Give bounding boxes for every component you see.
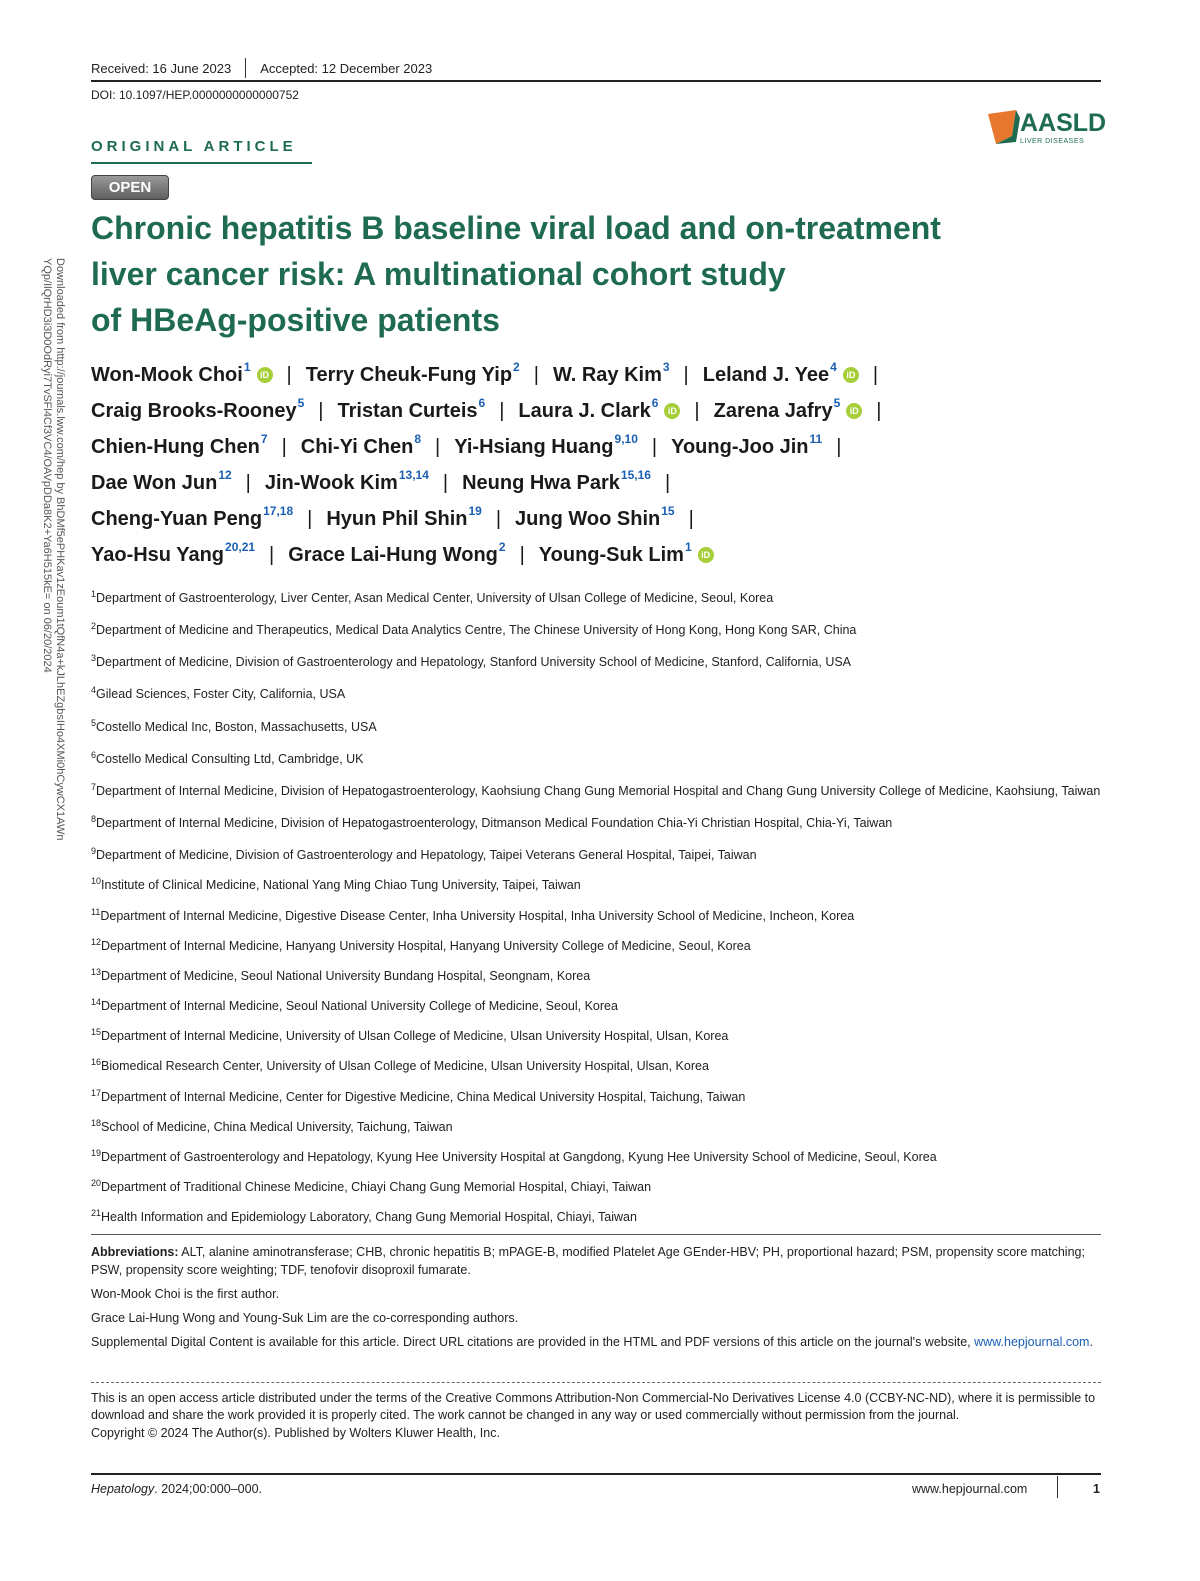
affiliation: $^{10}$Institute of Clinical Medicine, National Yang Ming Chiao Tung University, Taipei, Taiwan — [91, 876, 581, 893]
affiliation: $^{12}$Department of Internal Medicine, Hanyang University Hospital, Hanyang University College of Medicine, Seoul, Korea — [91, 936, 751, 953]
author[interactable]: W. Ray Kim $^3$ — [552, 360, 670, 386]
affiliation: $^{20}$Department of Traditional Chinese Medicine, Chiayi Chang Gung Memorial Hospital, Chiayi, Taiwan — [91, 1177, 652, 1195]
author-separator: | — [683, 364, 689, 386]
author[interactable]: Jin-Wook Kim $^{13,14}$ — [264, 468, 429, 494]
author[interactable]: Chien-Hung Chen $^7$ — [91, 432, 268, 458]
author-line — [91, 429, 1101, 465]
author-separator: | — [499, 400, 505, 422]
footer-separator — [1057, 1476, 1058, 1498]
author-line — [91, 357, 1101, 393]
author[interactable]: Yi-Hsiang Huang $^{9,10}$ — [454, 432, 638, 458]
journal-link[interactable]: www.hepjournal.com — [974, 1335, 1090, 1349]
logo-subtext: LIVER DISEASES — [1020, 138, 1085, 145]
author-separator: | — [872, 364, 879, 386]
corresponding-note: Grace Lai-Hung Wong and Young-Suk Lim are the co-corresponding authors. — [91, 1311, 519, 1325]
affiliation: $^9$Department of Medicine, Division of Gastroenterology and Hepatology, Taipei Veterans General Hospital, Taipei, Taiwan — [91, 846, 757, 863]
affiliation: $^3$Department of Medicine, Division of Gastroenterology and Hepatology, Stanford University School of Medicine, Stanford, California, USA — [91, 653, 852, 670]
page-number: 1 — [1093, 1482, 1100, 1496]
author-separator: | — [269, 544, 275, 566]
title-line: liver cancer risk: A multinational cohort study — [91, 256, 786, 292]
author-separator: | — [519, 544, 525, 566]
affiliation: $^1$Department of Gastroenterology, Liver Center, Asan Medical Center, University of Ulsan College of Medicine, Seoul, Korea — [91, 589, 774, 606]
orcid-icon[interactable]: iD — [846, 403, 862, 419]
author-separator: | — [307, 508, 313, 530]
author-line — [91, 393, 1101, 429]
author-line — [91, 537, 1101, 573]
author[interactable]: Laura J. Clark $^6$ iD — [518, 393, 680, 429]
orcid-icon[interactable]: iD — [698, 547, 714, 563]
watermark-line-2: YQp/IlQrHD3i3D0OdRyi7TvSFl4Cf3VC4/OAVpDDa8K2+Ya6H515kE= on 06/20/2024 — [41, 258, 53, 673]
affiliation: $^4$Gilead Sciences, Foster City, California, USA — [91, 685, 346, 702]
copyright: Copyright © 2024 The Author(s). Published by Wolters Kluwer Health, Inc. — [91, 1426, 500, 1440]
author[interactable]: Hyun Phil Shin $^{19}$ — [326, 504, 482, 530]
article-title — [91, 205, 1101, 343]
footer-citation: Hepatology. 2024;00:000–000. — [91, 1482, 262, 1496]
license-block — [91, 1390, 1106, 1443]
author[interactable]: Tristan Curteis $^6$ — [337, 396, 486, 422]
doi: DOI: 10.1097/HEP.0000000000000752 — [91, 88, 299, 102]
affiliation: $^{16}$Biomedical Research Center, University of Ulsan College of Medicine, Ulsan University Hospital, Ulsan, Korea — [91, 1057, 709, 1074]
author[interactable]: Young-Suk Lim $^1$ iD — [539, 537, 714, 573]
author[interactable]: Won-Mook Choi $^1$ iD — [91, 357, 273, 393]
open-access-badge: OPEN — [91, 175, 169, 200]
affiliation: $^{13}$Department of Medicine, Seoul National University Bundang Hospital, Seongnam, Korea — [91, 966, 591, 984]
title-line: of HBeAg-positive patients — [91, 302, 500, 338]
author[interactable]: Neung Hwa Park $^{15,16}$ — [462, 468, 651, 494]
watermark-line-1: Downloaded from http://journals.lww.com/hep by BhDMf5ePHKav1zEoum1tQfN4a+kJLhEZgbsIHo4XMi0hCywCX1AWn — [54, 258, 66, 841]
affiliation: $^6$Costello Medical Consulting Ltd, Cambridge, UK — [91, 749, 364, 766]
received-date: Received: 16 June 2023 — [91, 60, 232, 76]
article-type-rule — [91, 162, 312, 164]
download-watermark — [38, 258, 66, 1018]
affiliation: $^{17}$Department of Internal Medicine, Center for Digestive Medicine, China Medical University Hospital, Taichung, Taiwan — [91, 1087, 746, 1104]
author-separator: | — [664, 472, 671, 494]
author[interactable]: Grace Lai-Hung Wong $^2$ — [288, 540, 506, 566]
abbreviations: Abbreviations: ALT, alanine aminotransferase; CHB, chronic hepatitis B; mPAGE-B, modified Platelet Age GEnder-HBV; PH, proportional hazard; PSM, propensity score matching; PSW, propensity score weighting; TDF, tenofovir disoproxil fumarate. — [91, 1245, 1085, 1277]
author[interactable]: Dae Won Jun $^{12}$ — [91, 468, 232, 494]
author[interactable]: Leland J. Yee $^4$ iD — [703, 357, 859, 393]
author-separator: | — [286, 364, 292, 386]
notes-rule — [91, 1234, 1101, 1235]
affiliation: $^2$Department of Medicine and Therapeutics, Medical Data Analytics Centre, The Chinese University of Hong Kong, Hong Kong SAR, China — [91, 621, 857, 638]
supplemental-note: Supplemental Digital Content is available for this article. Direct URL citations are provided in the HTML and PDF versions of this article on the journal's website, www.hepjournal.com. — [91, 1335, 1093, 1349]
footer-rule — [91, 1473, 1101, 1475]
title-line: Chronic hepatitis B baseline viral load and on-treatment — [91, 210, 941, 246]
header-separator — [245, 58, 246, 78]
license-text: This is an open access article distributed under the terms of the Creative Commons Attribution-Non Commercial-No Derivatives License 4.0 (CCBY-NC-ND), where it is permissible to download and share the work provided it is properly cited. The work cannot be changed in any way or used commercially without permission from the journal. — [91, 1391, 1096, 1422]
affiliation: $^{14}$Department of Internal Medicine, Seoul National University College of Medicine, Seoul, Korea — [91, 997, 618, 1014]
footnotes — [91, 1243, 1106, 1357]
author-separator: | — [318, 400, 324, 422]
first-author-note: Won-Mook Choi is the first author. — [91, 1287, 280, 1301]
affiliation: $^{11}$Department of Internal Medicine, Digestive Disease Center, Inha University Hospital, Inha University School of Medicine, Incheon, Korea — [91, 906, 855, 923]
author-separator: | — [281, 436, 287, 458]
author-separator: | — [836, 436, 842, 458]
author-list — [91, 357, 1101, 573]
author[interactable]: Chi-Yi Chen $^8$ — [300, 432, 422, 458]
author-separator: | — [442, 472, 449, 494]
orcid-icon[interactable]: iD — [843, 367, 859, 383]
affiliation: $^{15}$Department of Internal Medicine, University of Ulsan College of Medicine, Ulsan University Hospital, Ulsan, Korea — [91, 1027, 729, 1044]
author[interactable]: Jung Woo Shin $^{15}$ — [515, 504, 675, 530]
author[interactable]: Young-Joo Jin $^{11}$ — [671, 432, 823, 458]
affiliation: $^{19}$Department of Gastroenterology and Hepatology, Kyung Hee University Hospital at Gangdong, Kyung Hee University School of Medicine, Seoul, Korea — [91, 1147, 937, 1164]
affiliation: $^8$Department of Internal Medicine, Division of Hepatogastroenterology, Ditmanson Medical Foundation Chia-Yi Christian Hospital, Chia-Yi, Taiwan — [91, 814, 893, 831]
affiliation: $^{21}$Health Information and Epidemiology Laboratory, Chang Gung Memorial Hospital, Chiayi, Taiwan — [91, 1208, 637, 1225]
affiliation: $^{18}$School of Medicine, China Medical University, Taichung, Taiwan — [91, 1117, 453, 1134]
author-separator: | — [495, 508, 502, 530]
accepted-date: Accepted: 12 December 2023 — [260, 60, 433, 76]
article-type: ORIGINAL ARTICLE — [91, 138, 297, 155]
author[interactable]: Zarena Jafry $^5$ iD — [714, 393, 863, 429]
logo-text: AASLD — [1020, 109, 1107, 137]
author[interactable]: Craig Brooks-Rooney $^5$ — [91, 396, 305, 422]
author-separator: | — [694, 400, 700, 422]
author[interactable]: Cheng-Yuan Peng $^{17,18}$ — [91, 504, 294, 530]
header-rule — [91, 80, 1101, 82]
author-separator: | — [876, 400, 882, 422]
author-line — [91, 465, 1101, 501]
author[interactable]: Yao-Hsu Yang $^{20,21}$ — [91, 540, 256, 566]
author-separator: | — [651, 436, 658, 458]
affiliation: $^7$Department of Internal Medicine, Division of Hepatogastroenterology, Kaohsiung Chang Gung Memorial Hospital and Chang Gung University College of Medicine, Kaohsiung, Taiwan — [91, 781, 1101, 799]
author[interactable]: Terry Cheuk-Fung Yip $^2$ — [305, 360, 520, 386]
orcid-icon[interactable]: iD — [664, 403, 680, 419]
orcid-icon[interactable]: iD — [257, 367, 273, 383]
affiliation-list — [91, 586, 1106, 1235]
author-separator: | — [245, 472, 251, 494]
affiliation: $^5$Costello Medical Inc, Boston, Massachusetts, USA — [91, 717, 377, 734]
footer-url[interactable]: www.hepjournal.com — [912, 1482, 1028, 1496]
author-separator: | — [435, 436, 441, 458]
dashed-divider — [91, 1382, 1101, 1383]
author-separator: | — [688, 508, 694, 530]
header-dates — [91, 58, 432, 78]
author-separator: | — [533, 364, 539, 386]
